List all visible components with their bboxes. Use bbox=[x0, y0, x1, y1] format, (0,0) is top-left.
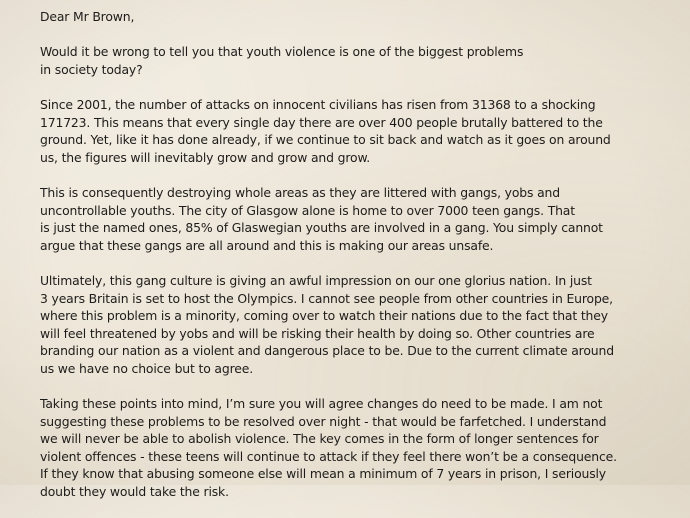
text-line: is just the named ones, 85% of Glaswegian youths are involved in a gang. You simply cannot bbox=[40, 220, 603, 236]
text-line: 3 years Britain is set to host the Olympics. I cannot see people from other countries in Europe, bbox=[40, 290, 613, 306]
letter-body bbox=[40, 8, 680, 518]
text-line: violent offences - these teens will continue to attack if they feel there won’t be a consequence. bbox=[40, 448, 617, 464]
salutation-line: Dear Mr Brown, bbox=[40, 9, 135, 24]
salutation bbox=[40, 8, 680, 26]
text-line: we will never be able to abolish violence. The key comes in the form of longer sentences for bbox=[40, 431, 599, 447]
text-line: suggesting these problems to be resolved over night - that would be farfetched. I understand bbox=[40, 413, 607, 429]
text-line: This is consequently destroying whole areas as they are littered with gangs, yobs and bbox=[40, 184, 560, 200]
text-line: will feel threatened by yobs and will be risking their health by doing so. Other countries are bbox=[40, 325, 595, 341]
text-line: argue that these gangs are all around and this is making our areas unsafe. bbox=[40, 237, 494, 253]
text-line: 171723. This means that every single day there are over 400 people brutally battered to the bbox=[40, 114, 603, 130]
text-line: If they know that abusing someone else will mean a minimum of 7 years in prison, I seriously bbox=[40, 466, 606, 482]
text-line: Would it be wrong to tell you that youth violence is one of the biggest problems bbox=[40, 44, 524, 60]
text-line: Ultimately, this gang culture is giving an awful impression on our one glorius nation. In just bbox=[40, 272, 592, 288]
text-line: uncontrollable youths. The city of Glasgow alone is home to over 7000 teen gangs. That bbox=[40, 202, 575, 218]
text-line: where this problem is a minority, coming over to watch their nations due to the fact that they bbox=[40, 308, 608, 324]
paragraph-1 bbox=[40, 43, 680, 78]
text-line: doubt they would take the risk. bbox=[40, 484, 229, 500]
text-line: ground. Yet, like it has done already, if we continue to sit back and watch as it goes on around bbox=[40, 132, 611, 148]
paragraph-2 bbox=[40, 96, 680, 166]
text-line: branding our nation as a violent and dangerous place to be. Due to the current climate around bbox=[40, 343, 614, 359]
paragraph-3 bbox=[40, 184, 680, 254]
text-line: Since 2001, the number of attacks on innocent civilians has risen from 31368 to a shocking bbox=[40, 96, 596, 112]
text-line: us, the figures will inevitably grow and grow and grow. bbox=[40, 149, 371, 165]
paragraph-4 bbox=[40, 272, 680, 378]
text-line: Taking these points into mind, I’m sure you will agree changes do need to be made. I am not bbox=[40, 396, 603, 412]
text-line: us we have no choice but to agree. bbox=[40, 360, 253, 376]
text-line: in society today? bbox=[40, 61, 143, 77]
